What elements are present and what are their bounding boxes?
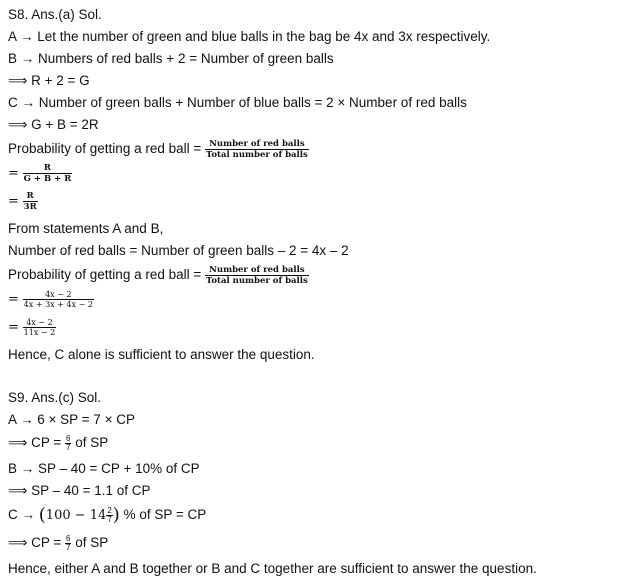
equation-2-fraction — [23, 191, 38, 212]
cp-fraction — [65, 435, 71, 452]
s8-red-balls-equation: Number of red balls = Number of green balls – 2 = 4x – 2 — [8, 243, 349, 258]
fraction-denominator: 4x + 3x + 4x − 2 — [23, 300, 93, 309]
fraction-denominator: 11x − 2 — [23, 328, 56, 337]
probability-fraction — [205, 139, 309, 160]
s8-probability-formula — [8, 139, 309, 160]
cp-suffix: of SP — [75, 535, 109, 550]
s8-equation-4: = $\frac{4x - 2}{11x - 2}$ — [8, 318, 56, 337]
s8-statement-b: B → Numbers of red balls + 2 = Number of green balls — [8, 51, 334, 66]
s9-b-implication: ⟹ SP – 40 = 1.1 of CP — [8, 483, 151, 498]
fraction-numerator: R — [23, 191, 38, 202]
fraction-denominator: 3R — [23, 202, 37, 212]
s9-cp-equation — [8, 434, 108, 452]
fraction-numerator: R — [23, 163, 73, 174]
fraction-denominator: G + B + R — [23, 174, 72, 184]
fraction-numerator: Number of red balls — [205, 139, 309, 150]
s8-statement-a: A → Let the number of green and blue balls in the bag be 4x and 3x respectively. — [8, 29, 491, 44]
s8-b-implication: ⟹ R + 2 = G — [8, 73, 90, 88]
probability-label: Probability of getting a red ball = — [8, 141, 202, 157]
s9-conclusion: Hence, either A and B together or B and C together are sufficient to answer the question. — [8, 561, 537, 576]
s9-heading: S9. Ans.(c) Sol. — [8, 390, 102, 405]
probability-fraction — [205, 265, 309, 286]
s8-equation-1: = $\frac{R}{G + B + R}$ — [8, 163, 72, 184]
probability-label: Probability of getting a red ball = — [8, 267, 202, 283]
fraction-denominator: 7 — [66, 442, 71, 452]
s8-probability-formula-2 — [8, 265, 309, 286]
s8-conclusion: Hence, C alone is sufficient to answer the question. — [8, 347, 315, 362]
cp-prefix: ⟹ CP = — [8, 535, 62, 550]
s9-cp-equation-2 — [8, 534, 108, 552]
cp-fraction — [65, 535, 71, 552]
c-prefix: C → — [8, 507, 35, 522]
fraction-numerator: Number of red balls — [205, 265, 309, 276]
s8-equation-2: = $\frac{R}{3R}$ — [8, 191, 37, 212]
equation-1-fraction — [23, 163, 73, 184]
fraction-numerator: 4x − 2 — [23, 290, 94, 300]
fraction-numerator: 2 — [107, 505, 112, 515]
fraction-numerator: 6 — [66, 433, 71, 443]
c-inner-expression: 100 − 14 — [45, 508, 107, 523]
close-paren: ) — [112, 504, 120, 526]
s9-statement-b: B → SP – 40 = CP + 10% of CP — [8, 461, 200, 476]
cp-suffix: of SP — [75, 435, 109, 450]
fraction-denominator: Total number of balls — [206, 276, 308, 286]
equation-3-fraction — [23, 290, 94, 309]
fraction-denominator: 7 — [107, 514, 112, 524]
s8-equation-3: = $\frac{4x - 2}{4x + 3x + 4x - 2}$ — [8, 290, 93, 309]
s8-heading: S8. Ans.(a) Sol. — [8, 7, 102, 22]
fraction-numerator: 6 — [66, 533, 71, 543]
s9-statement-a: A → 6 × SP = 7 × CP — [8, 412, 135, 427]
cp-prefix: ⟹ CP = — [8, 435, 62, 450]
s8-from-statements: From statements A and B, — [8, 221, 164, 236]
open-paren: ( — [38, 504, 46, 526]
c-suffix: % of SP = CP — [123, 507, 207, 522]
fraction-denominator: Total number of balls — [206, 150, 308, 160]
fraction-denominator: 7 — [66, 542, 71, 552]
s9-statement-c — [8, 506, 206, 525]
equation-4-fraction — [23, 318, 57, 337]
s8-c-implication: ⟹ G + B = 2R — [8, 117, 99, 132]
s8-statement-c: C → Number of green balls + Number of blue balls = 2 × Number of red balls — [8, 95, 467, 110]
fraction-numerator: 4x − 2 — [23, 318, 57, 328]
